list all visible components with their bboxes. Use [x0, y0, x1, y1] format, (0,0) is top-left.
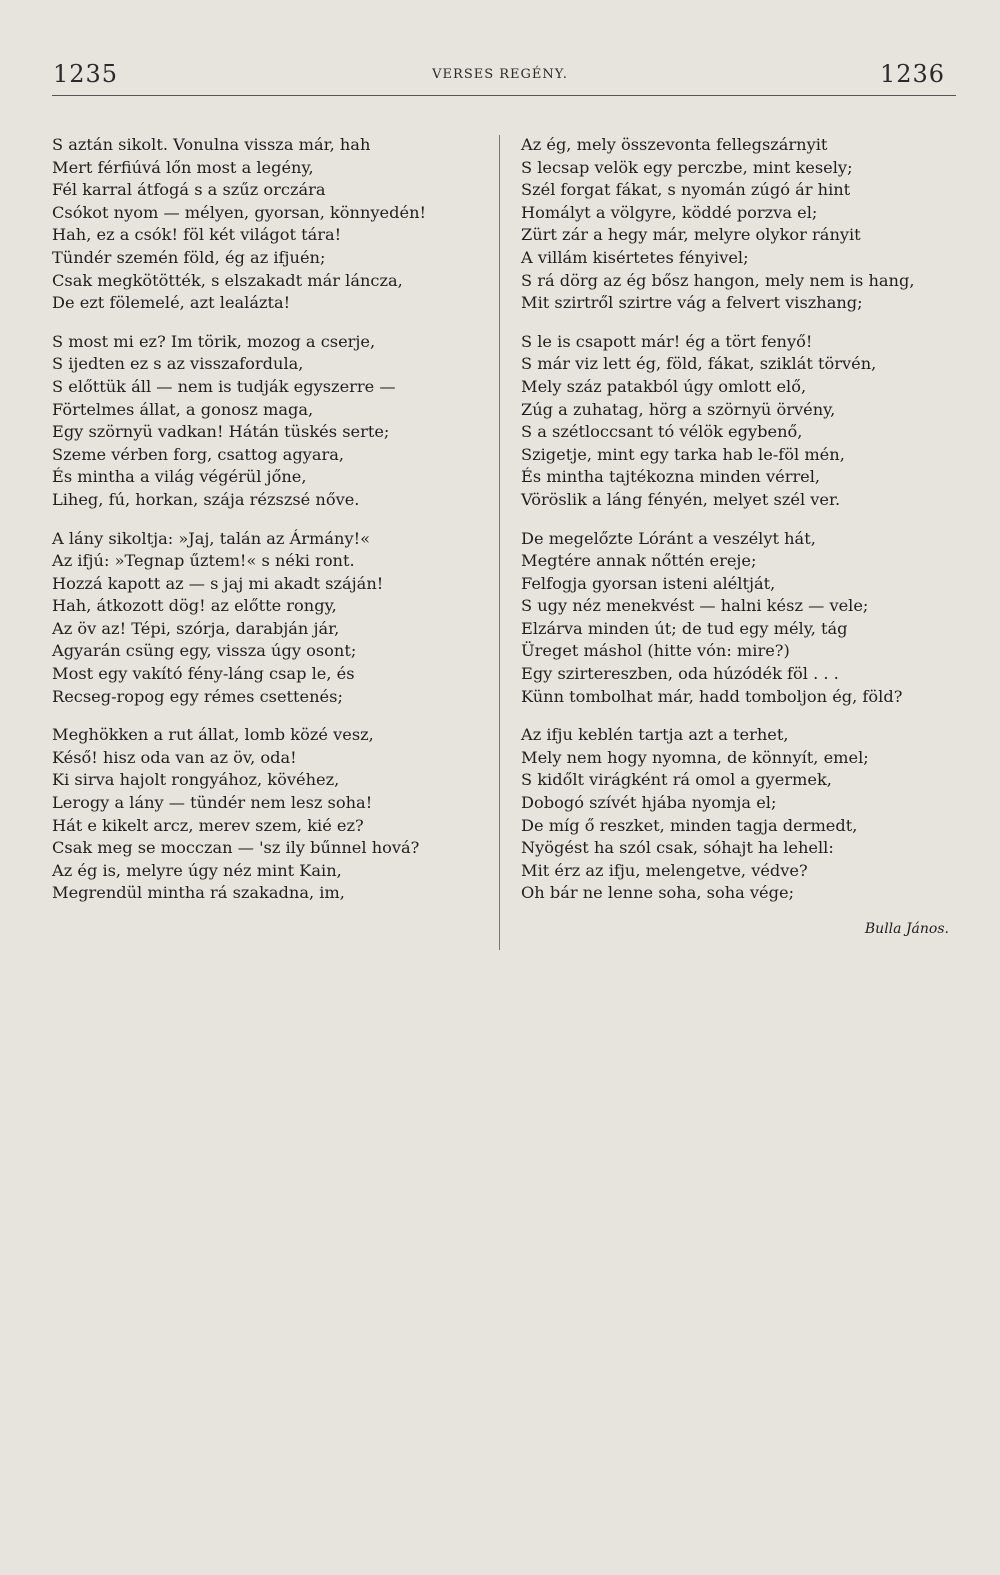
column-divider [499, 135, 500, 950]
poem-line: S most mi ez? Im törik, mozog a cserje, [52, 331, 376, 351]
poem-stanza [52, 528, 497, 709]
poem-line: Hah, ez a csók! föl két világot tára! [52, 225, 342, 245]
poem-line: Szél forgat fákat, s nyomán zúgó ár hint [521, 180, 851, 200]
poem-line: S ijedten ez s az visszafordula, [52, 354, 304, 374]
poem-line: Mit szirtről szirtre vág a felvert viszhang; [521, 293, 863, 313]
poem-line: Szigetje, mint egy tarka hab le-föl mén, [521, 444, 845, 464]
poem-line: Az ifju keblén tartja azt a terhet, [521, 725, 789, 745]
poem-stanza [521, 134, 961, 315]
poem-line: Megrendül mintha rá szakadna, im, [52, 883, 345, 903]
poem-line: De megelőzte Lóránt a veszélyt hát, [521, 528, 816, 548]
poem-stanza [521, 528, 961, 709]
poem-line: De ezt fölemelé, azt lealázta! [52, 293, 291, 313]
poem-line: A villám kisértetes fényivel; [521, 247, 749, 267]
poem-line: Elzárva minden út; de tud egy mély, tág [521, 618, 848, 638]
author-signature: Bulla János. [864, 921, 949, 937]
poem-line: Csak meg se mocczan — 'sz ily bűnnel hová? [52, 838, 420, 858]
poem-line: Mely száz patakból úgy omlott elő, [521, 376, 807, 396]
poem-line: S előttük áll — nem is tudják egyszerre — [52, 376, 396, 396]
right-page-number: 1236 [880, 60, 946, 88]
poem-line: De míg ő reszket, minden tagja dermedt, [521, 815, 858, 835]
poem-line: Lerogy a lány — tündér nem lesz soha! [52, 793, 373, 813]
poem-line: Késő! hisz oda van az öv, oda! [52, 747, 297, 767]
poem-line: Mit érz az ifju, melengetve, védve? [521, 860, 808, 880]
poem-line: Liheg, fú, horkan, szája rézszsé nőve. [52, 489, 360, 509]
poem-line: Hát e kikelt arcz, merev szem, kié ez? [52, 815, 364, 835]
poem-line: Recseg-ropog egy rémes csettenés; [52, 686, 343, 706]
left-page-number: 1235 [53, 60, 119, 88]
poem-line: Fél karral átfogá s a szűz orczára [52, 180, 326, 200]
poem-line: Megtére annak nőttén ereje; [521, 551, 757, 571]
poem-stanza [521, 331, 961, 512]
poem-line: Az ég is, melyre úgy néz mint Kain, [52, 860, 342, 880]
poem-line: Zürt zár a hegy már, melyre olykor rányit [521, 225, 861, 245]
poem-line: Üreget máshol (hitte vón: mire?) [521, 641, 790, 661]
poem-line: S már viz lett ég, föld, fákat, sziklát törvén, [521, 354, 877, 374]
poem-line: Az öv az! Tépi, szórja, darabján jár, [52, 618, 340, 638]
poem-line: Förtelmes állat, a gonosz maga, [52, 399, 314, 419]
poem-line: Agyarán csüng egy, vissza úgy osont; [52, 641, 357, 661]
poem-line: S a szétloccsant tó vélök egybenő, [521, 422, 803, 442]
poem-line: Most egy vakító fény-láng csap le, és [52, 664, 355, 684]
poem-line: Az ég, mely összevonta fellegszárnyit [521, 135, 828, 154]
poem-line: A lány sikoltja: »Jaj, talán az Ármány!« [52, 528, 371, 548]
poem-line: Nyögést ha szól csak, sóhajt ha lehell: [521, 838, 834, 858]
left-column [52, 134, 497, 921]
right-column [521, 134, 961, 937]
poem-line: S lecsap velök egy perczbe, mint kesely; [521, 157, 853, 177]
header-rule [52, 95, 956, 96]
poem-line: Az ifjú: »Tegnap űztem!« s néki ront. [52, 551, 355, 571]
poem-stanza [52, 134, 497, 315]
page-header [0, 0, 1000, 100]
poem-line: Tündér szemén föld, ég az ifjuén; [52, 247, 326, 267]
poem-line: Künn tombolhat már, hadd tomboljon ég, föld? [521, 686, 903, 706]
poem-line: Csókot nyom — mélyen, gyorsan, könnyedén! [52, 202, 427, 222]
poem-line: S aztán sikolt. Vonulna vissza már, hah [52, 135, 371, 154]
poem-line: S rá dörg az ég bősz hangon, mely nem is hang, [521, 270, 915, 290]
poem-line: Csak megkötötték, s elszakadt már láncza, [52, 270, 403, 290]
poem-stanza [52, 331, 497, 512]
poem-line: Mert férfiúvá lőn most a legény, [52, 157, 314, 177]
poem-line: Hozzá kapott az — s jaj mi akadt száján! [52, 573, 384, 593]
right-stanzas [521, 134, 961, 905]
poem-line: És mintha tajtékozna minden vérrel, [521, 467, 821, 487]
poem-line: Meghökken a rut állat, lomb közé vesz, [52, 725, 374, 745]
poem-line: És mintha a világ végérül jőne, [52, 467, 307, 487]
poem-line: S ugy néz menekvést — halni kész — vele; [521, 596, 869, 616]
poem-line: S le is csapott már! ég a tört fenyő! [521, 331, 813, 351]
poem-line: Ki sirva hajolt rongyához, kövéhez, [52, 770, 340, 790]
poem-stanza [52, 724, 497, 905]
poem-line: Vöröslik a láng fényén, melyet szél ver. [521, 489, 841, 509]
poem-line: S kidőlt virágként rá omol a gyermek, [521, 770, 832, 790]
poem-line: Homályt a völgyre, köddé porzva el; [521, 202, 818, 222]
poem-line: Egy szörnyü vadkan! Hátán tüskés serte; [52, 422, 390, 442]
poem-line: Mely nem hogy nyomna, de könnyít, emel; [521, 747, 869, 767]
poem-line: Szeme vérben forg, csattog agyara, [52, 444, 345, 464]
poem-line: Dobogó szívét hjába nyomja el; [521, 793, 777, 813]
poem-line: Egy szirtereszben, oda húzódék föl . . . [521, 664, 839, 684]
poem-line: Oh bár ne lenne soha, soha vége; [521, 883, 795, 903]
poem-line: Felfogja gyorsan isteni aléltját, [521, 573, 776, 593]
poem-line: Hah, átkozott dög! az előtte rongy, [52, 596, 337, 616]
running-title: VERSES REGÉNY. [432, 67, 568, 82]
poem-line: Zúg a zuhatag, hörg a szörnyü örvény, [521, 399, 836, 419]
poem-stanza [521, 724, 961, 905]
